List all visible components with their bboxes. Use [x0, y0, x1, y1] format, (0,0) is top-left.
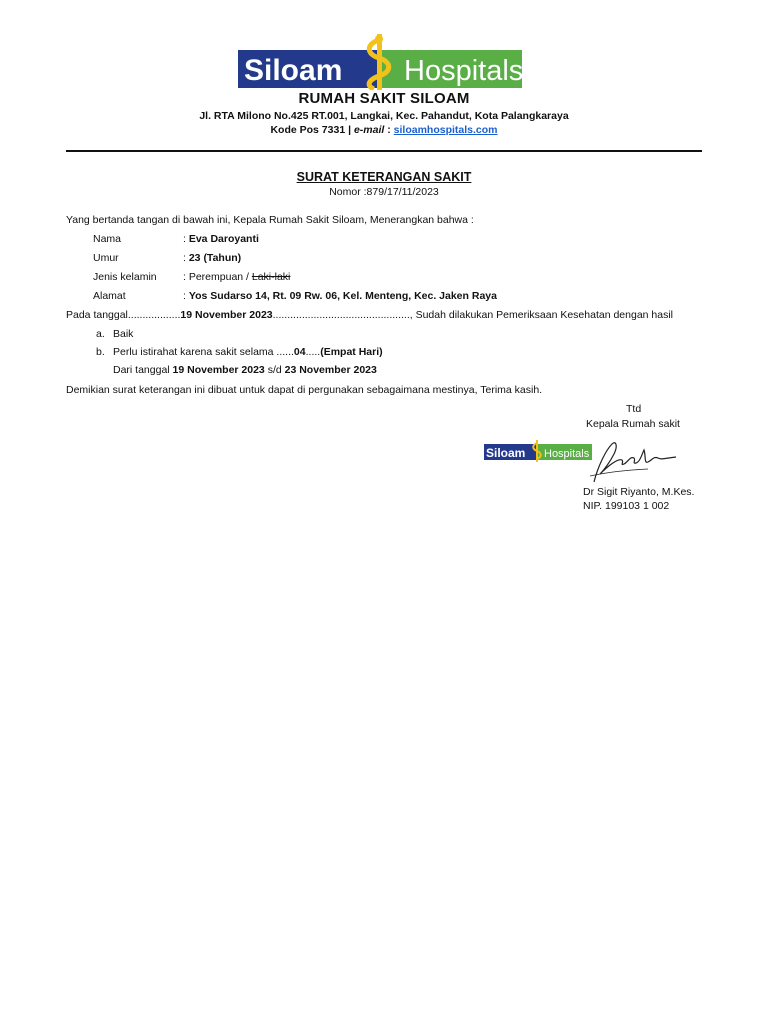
age-value: 23 (Tahun) [188, 252, 242, 264]
intro-text: Yang bertanda tangan di bawah ini, Kepala Rumah Sakit Siloam, Menerangkan bahwa : [66, 214, 474, 226]
result-b-text [113, 346, 383, 358]
name-label: Nama [93, 233, 122, 245]
address-value: Yos Sudarso 14, Rt. 09 Rw. 06, Kel. Menteng, Kec. Jaken Raya [188, 290, 497, 302]
contact-line [0, 124, 768, 136]
document-title: SURAT KETERANGAN SAKIT [296, 170, 472, 184]
range-prefix: Dari tanggal [113, 364, 173, 376]
email-colon: : [387, 124, 391, 136]
hospital-logo [238, 34, 522, 90]
postal-code: Kode Pos 7331 [270, 124, 346, 136]
range-start: 19 November 2023 [172, 364, 265, 376]
small-logo-text-right: Hospitals [544, 448, 590, 460]
rest-dots: ..... [305, 346, 321, 358]
range-end: 23 November 2023 [284, 364, 377, 376]
header-divider [66, 150, 702, 152]
separator: | [348, 124, 352, 136]
signer-position: Kepala Rumah sakit [586, 418, 680, 430]
rest-days: 04 [293, 346, 306, 358]
age-label: Umur [93, 252, 119, 264]
email-link[interactable]: siloamhospitals.com [393, 124, 498, 136]
age-field [183, 252, 241, 264]
result-a-text: Baik [113, 328, 134, 340]
rest-date-range [113, 364, 377, 376]
address-label: Alamat [93, 290, 126, 302]
name-field [183, 233, 259, 245]
ttd-label: Ttd [626, 403, 642, 415]
small-logo-text-left: Siloam [486, 446, 526, 460]
name-value: Eva Daroyanti [188, 233, 259, 245]
range-mid: s/d [264, 364, 285, 376]
signer-name: Dr Sigit Riyanto, M.Kes. [583, 486, 695, 498]
address-line: Jl. RTA Milono No.425 RT.001, Langkai, Kec. Pahandut, Kota Palangkaraya [199, 110, 569, 122]
address-field [183, 290, 497, 302]
result-a-marker: a. [96, 328, 105, 340]
gender-value: : Perempuan / [183, 271, 252, 283]
closing-text: Demikian surat keterangan ini dibuat untuk dapat di pergunakan sebagaimana mestinya, Terima kasih. [66, 384, 543, 396]
gender-struck-option: Laki-laki [251, 271, 291, 283]
gender-field [183, 271, 290, 283]
logo-text-left: Siloam [244, 54, 343, 87]
handwritten-signature [588, 436, 680, 486]
address-colon: : [183, 290, 189, 302]
exam-line [66, 309, 673, 321]
age-colon: : [183, 252, 189, 264]
hospital-logo-small [484, 440, 592, 462]
logo-text-right: Hospitals [404, 55, 522, 87]
name-colon: : [183, 233, 189, 245]
result-b-marker: b. [96, 346, 105, 358]
exam-prefix: Pada tanggal.................. [66, 309, 181, 321]
exam-date: 19 November 2023 [180, 309, 273, 321]
rest-days-text: (Empat Hari) [320, 346, 383, 358]
signer-nip: NIP. 199103 1 002 [583, 500, 670, 512]
email-label: e-mail [353, 124, 385, 136]
document-number: Nomor :879/17/11/2023 [329, 186, 439, 198]
hospital-name: RUMAH SAKIT SILOAM [298, 90, 470, 107]
rest-prefix: Perlu istirahat karena sakit selama ...... [113, 346, 294, 358]
exam-suffix: ..............................................., Sudah dilakukan Pemeriksaan Kesehatan dengan hasil [272, 309, 674, 321]
gender-label: Jenis kelamin [93, 271, 157, 283]
